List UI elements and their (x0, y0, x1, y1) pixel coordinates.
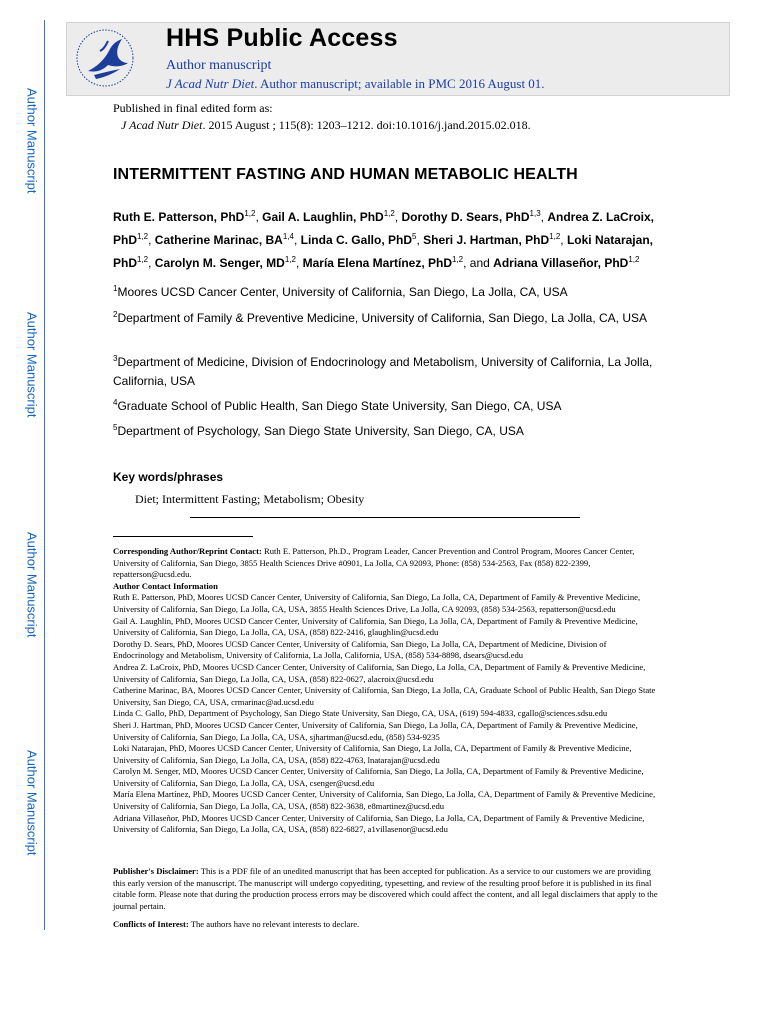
affiliation-number: 1 (113, 284, 118, 293)
conflicts-of-interest (113, 919, 658, 931)
disclaimer-text: This is a PDF file of an unedited manuscript that has been accepted for publication. As a service to our customers we are providing this early version of the manuscript. The manuscript will undergo copyediting, typesetting, and review of the resulting proof before it is published in its final citable form. Please note that during the production process errors may be discovered which could affect the content, and all legal disclaimers that apply to the journal pertain. (113, 866, 658, 911)
author-separator: , and (463, 256, 494, 270)
footnote-divider (113, 536, 253, 537)
author-contact-entry: Dorothy D. Sears, PhD, Moores UCSD Cancer Center, University of California, San Diego, La Jolla, CA, Department of Medicine, Division of Endocrinology and Metabolism, University of California, La Jolla, California, USA, (858) 534-8898, dsears@ucsd.edu (113, 638, 607, 661)
author-name: Carolyn M. Senger, MD (154, 256, 285, 270)
citation-text: . 2015 August ; 115(8): 1203–1212. doi:10.1016/j.jand.2015.02.018. (202, 118, 531, 132)
author-contact-entry: Sheri J. Hartman, PhD, Moores UCSD Cancer Center, University of California, San Diego, La Jolla, CA, Department of Family & Preventive Medicine, University of California, San Diego, La Jolla, CA, USA, sjhartman@ucsd.edu, (858) 534-9235 (113, 719, 638, 742)
author-name: Ruth E. Patterson, PhD (113, 210, 245, 224)
affiliation-text: Department of Family & Preventive Medicine, University of California, San Diego, La Jolla, CA, USA (117, 311, 648, 325)
author-contact-entry: Adriana Villaseñor, PhD, Moores UCSD Cancer Center, University of California, San Diego, La Jolla, CA, Department of Family & Preventive Medicine, University of California, San Diego, La Jolla, CA, USA, (858) 822-6827, a1villasenor@ucsd.edu (113, 812, 645, 835)
author-name: Andrea Z. LaCroix, PhD (113, 210, 655, 247)
contact-info-heading: Author Contact Information (113, 580, 218, 591)
author-name: Gail A. Laughlin, PhD (262, 210, 384, 224)
author-name: Linda C. Gallo, PhD (300, 233, 412, 247)
author-contact-entry: Andrea Z. LaCroix, PhD, Moores UCSD Cancer Center, University of California, San Diego, La Jolla, CA, Department of Family & Preventive Medicine, University of California, San Diego, La Jolla, CA, USA, (858) 822-0627, alacroix@ucsd.edu (113, 661, 646, 684)
side-rule (44, 20, 45, 930)
author-manuscript-side-label: Author Manuscript (24, 312, 40, 418)
publisher-disclaimer (113, 866, 658, 912)
author-manuscript-label: Author manuscript (166, 58, 272, 73)
author-name: Dorothy D. Sears, PhD (401, 210, 530, 224)
author-separator: , (394, 210, 402, 224)
published-label: Published in final edited form as: (113, 101, 273, 115)
article-title: INTERMITTENT FASTING AND HUMAN METABOLIC HEALTH (113, 166, 578, 183)
author-affiliation-sup: 1,3 (529, 209, 541, 218)
author-affiliation-sup: 1,2 (452, 255, 464, 264)
author-contact-entry: Ruth E. Patterson, PhD, Moores UCSD Cancer Center, University of California, San Diego, La Jolla, CA, Department of Family & Preventive Medicine, University of California, San Diego, La Jolla, CA, USA, 3855 Health Sciences Drive, La Jolla, CA 92093, (858) 534-2563, repatterson@ucsd.edu (113, 592, 641, 614)
journal-availability-line (166, 76, 545, 92)
author-affiliation-sup: 1,2 (137, 255, 149, 264)
author-separator: , (148, 256, 155, 270)
corresponding-author-note (113, 546, 658, 836)
affiliation-number: 4 (113, 398, 118, 407)
affiliation (113, 279, 658, 302)
author-name: Catherine Marinac, BA (154, 233, 283, 247)
corresponding-text: Ruth E. Patterson, Ph.D., Program Leader, Cancer Prevention and Control Program, Moores Cancer Center, University of California, San Diego, 3855 Health Sciences Drive #0901, La Jolla, CA 92093, Phone: (858) 534-2563, Fax (858) 822-2399, repatterson@ucsd.edu. (113, 546, 635, 580)
author-affiliation-sup: 1,4 (282, 232, 294, 241)
author-manuscript-side-label: Author Manuscript (24, 532, 40, 638)
affiliation-text: Graduate School of Public Health, San Diego State University, San Diego, CA, USA (117, 399, 562, 413)
author-separator: , (540, 210, 548, 224)
author-separator: , (293, 233, 301, 247)
author-manuscript-side-label: Author Manuscript (24, 750, 40, 856)
affiliation-text: Department of Psychology, San Diego State University, San Diego, CA, USA (117, 424, 524, 438)
author-affiliation-sup: 1,2 (284, 255, 296, 264)
hhs-public-access-title: HHS Public Access (166, 24, 398, 52)
author-name: Adriana Villaseñor, PhD (493, 256, 629, 270)
affiliation-text: Department of Medicine, Division of Endocrinology and Metabolism, University of California, La Jolla, California, USA (113, 355, 653, 388)
availability-text: . Author manuscript; available in PMC 2016 August 01. (254, 76, 545, 91)
affiliation-number: 5 (113, 423, 118, 432)
affiliation (113, 305, 658, 328)
author-contact-entry: Gail A. Laughlin, PhD, Moores UCSD Cancer Center, University of California, San Diego, La Jolla, CA, Department of Family & Preventive Medicine, University of California, San Diego, La Jolla, CA, USA, (858) 822-2416, glaughlin@ucsd.edu (113, 615, 638, 638)
author-separator: , (255, 210, 263, 224)
author-contact-entry: Carolyn M. Senger, MD, Moores UCSD Cancer Center, University of California, San Diego, La Jolla, CA, Department of Family & Preventive Medicine, University of California, San Diego, La Jolla, CA, USA, csenger@ucsd.edu (113, 766, 644, 788)
conflicts-label: Conflicts of Interest: (113, 919, 189, 929)
section-divider (190, 517, 580, 518)
author-list (113, 204, 673, 273)
published-citation (121, 118, 531, 133)
keywords-text: Diet; Intermittent Fasting; Metabolism; Obesity (135, 492, 365, 506)
author-affiliation-sup: 1,2 (549, 232, 561, 241)
keywords-heading: Key words/phrases (113, 470, 224, 484)
affiliation (113, 418, 658, 441)
author-separator: , (148, 233, 155, 247)
author-separator: , (416, 233, 424, 247)
author-contact-entry: Linda C. Gallo, PhD, Department of Psychology, San Diego State University, San Diego, CA, USA, (619) 594-4833, cgallo@sciences.sdsu.edu (113, 708, 608, 719)
author-affiliation-sup: 1,2 (244, 209, 256, 218)
author-affiliation-sup: 1,2 (137, 232, 149, 241)
author-affiliation-sup: 5 (411, 232, 417, 241)
affiliation-number: 2 (113, 310, 118, 319)
journal-name: J Acad Nutr Diet (166, 76, 255, 91)
conflicts-text: The authors have no relevant interests to declare. (188, 919, 360, 929)
corresponding-label: Corresponding Author/Reprint Contact: (113, 546, 262, 556)
author-name: Loki Natarajan, PhD (113, 233, 653, 270)
author-affiliation-sup: 1,2 (628, 255, 640, 264)
author-name: Sheri J. Hartman, PhD (423, 233, 550, 247)
affiliation-number: 3 (113, 354, 118, 363)
author-separator: , (560, 233, 567, 247)
affiliation (113, 393, 658, 416)
affiliation (113, 349, 658, 391)
affiliation-text: Moores UCSD Cancer Center, University of California, San Diego, La Jolla, CA, USA (117, 285, 568, 299)
published-journal: J Acad Nutr Diet (121, 118, 203, 132)
author-separator: , (295, 256, 303, 270)
author-contact-entry: Catherine Marinac, BA, Moores UCSD Cancer Center, University of California, San Diego, La Jolla, CA, Graduate School of Public Health, San Diego State University, San Diego, CA, USA, crmarinac@ad.ucsd.edu (113, 685, 656, 707)
author-affiliation-sup: 1,2 (383, 209, 395, 218)
author-contact-entry: María Elena Martínez, PhD, Moores UCSD Cancer Center, University of California, San Diego, La Jolla, CA, Department of Family & Preventive Medicine, University of California, San Diego, La Jolla, CA, USA, (858) 822-3638, e8martinez@ucsd.edu (113, 789, 656, 812)
hhs-eagle-logo-icon (74, 27, 140, 89)
disclaimer-label: Publisher's Disclaimer: (113, 866, 199, 876)
author-name: María Elena Martínez, PhD (302, 256, 452, 270)
author-manuscript-side-label: Author Manuscript (24, 88, 40, 194)
author-contact-list (113, 592, 658, 835)
author-contact-entry: Loki Natarajan, PhD, Moores UCSD Cancer Center, University of California, San Diego, La Jolla, CA, Department of Family & Preventive Medicine, University of California, San Diego, La Jolla, CA, USA, (858) 822-4763, lnatarajan@ucsd.edu (113, 743, 632, 765)
